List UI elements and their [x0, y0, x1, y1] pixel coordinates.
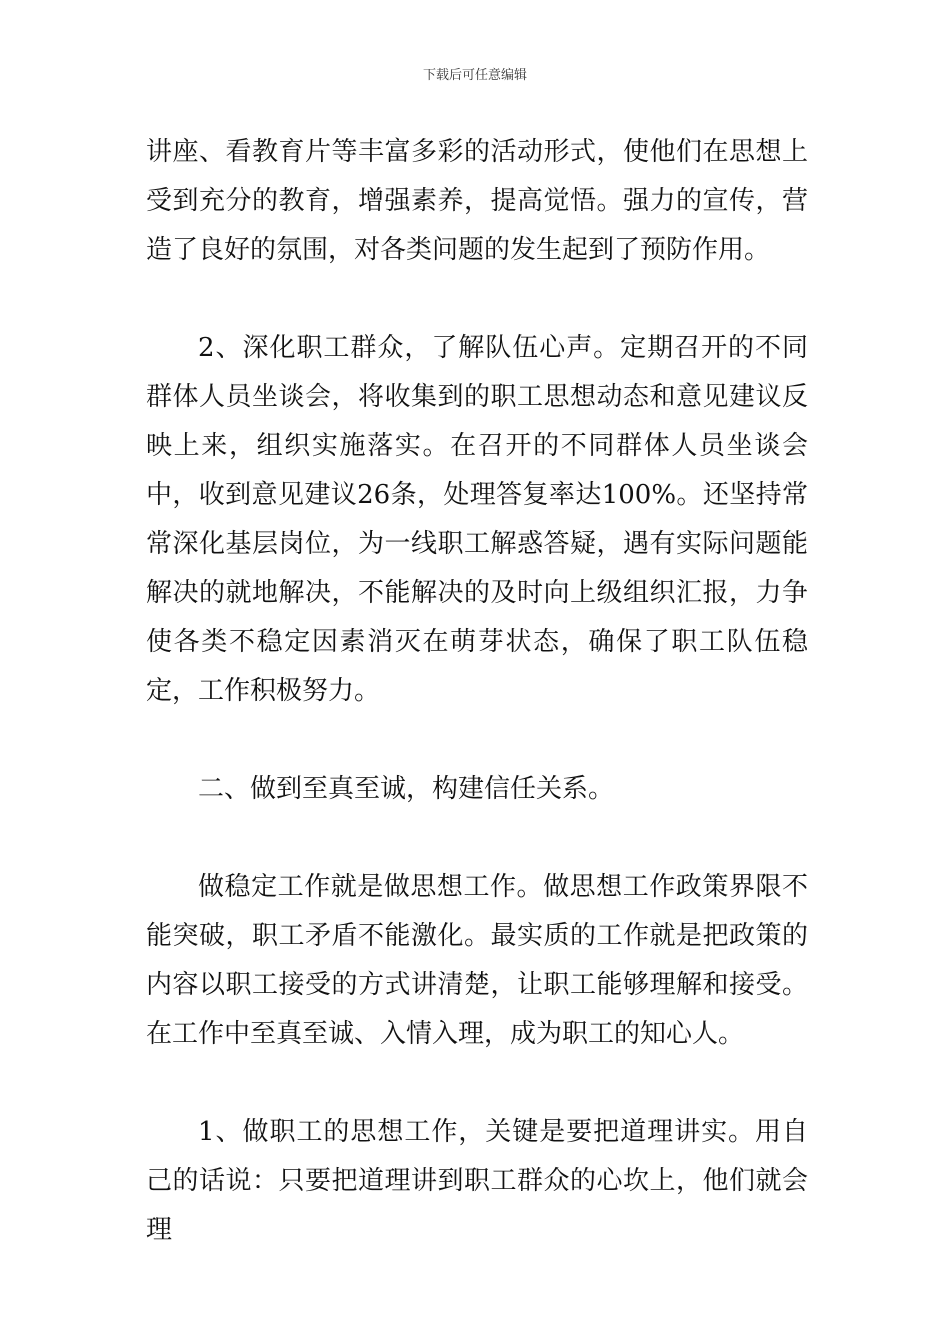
page-header-note: 下载后可任意编辑	[422, 68, 527, 83]
section-heading: 二、做到至真至诚，构建信任关系。	[198, 774, 615, 804]
paragraph-spacer	[146, 716, 808, 765]
paragraph-continuation: 讲座、看教育片等丰富多彩的活动形式，使他们在思想上受到充分的教育，增强素养，提高觉悟。强力的宣传，营造了良好的氛围，对各类问题的发生起到了预防作用。	[146, 137, 808, 265]
paragraph-body: 做稳定工作就是做思想工作。做思想工作政策界限不能突破，职工矛盾不能激化。最实质的工作就是把政策的内容以职工接受的方式讲清楚，让职工能够理解和接受。在工作中至真至诚、入情入理，成为职工的知心人。	[146, 872, 808, 1049]
paragraph-spacer	[146, 814, 808, 863]
document-body	[146, 128, 808, 1255]
paragraph-item-2: 2、深化职工群众，了解队伍心声。定期召开的不同群体人员坐谈会，将收集到的职工思想动态和意见建议反映上来，组织实施落实。在召开的不同群体人员坐谈会中，收到意见建议26条，处理答复率达100%。还坚持常常深化基层岗位，为一线职工解惑答疑，遇有实际问题能解决的就地解决，不能解决的及时向上级组织汇报，力争使各类不稳定因素消灭在萌芽状态，确保了职工队伍稳定，工作积极努力。	[146, 333, 808, 706]
paragraph-spacer	[146, 275, 808, 324]
paragraph-item-1: 1、做职工的思想工作，关键是要把道理讲实。用自己的话说：只要把道理讲到职工群众的心坎上，他们就会理	[146, 1117, 808, 1245]
paragraph-spacer	[146, 1059, 808, 1108]
